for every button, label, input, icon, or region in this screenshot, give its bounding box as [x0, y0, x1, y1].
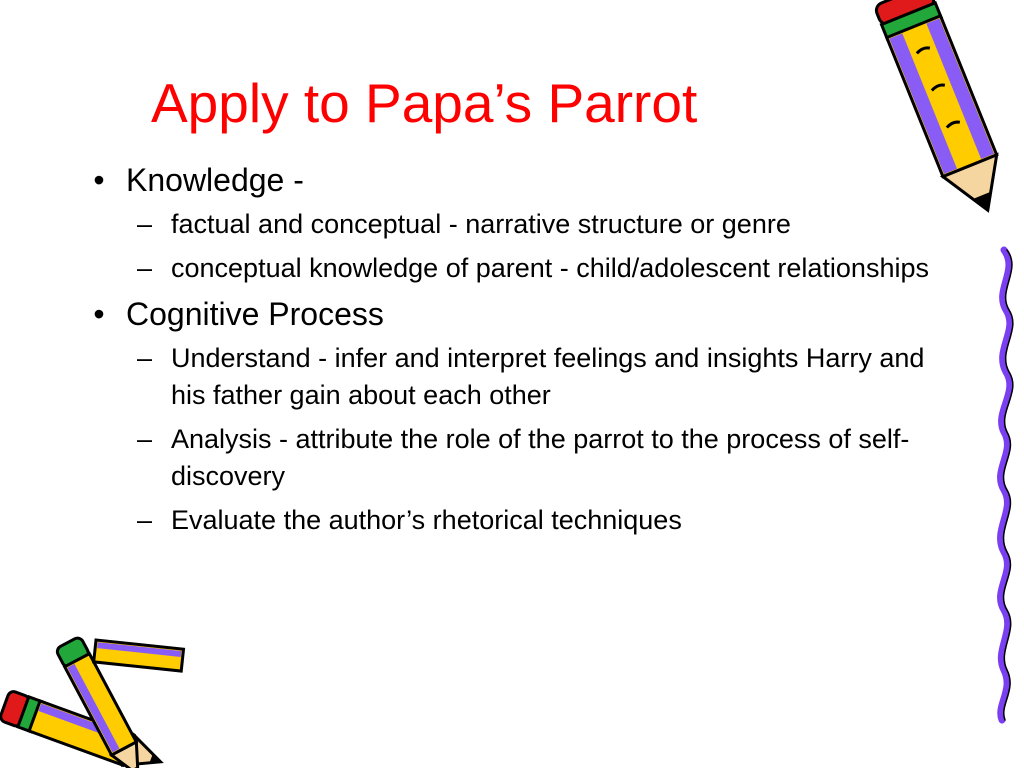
dash-marker: –: [137, 209, 153, 239]
pencils-icon: [0, 630, 200, 768]
sub-bullet-factual: [84, 206, 944, 243]
dash-marker: –: [137, 343, 153, 373]
bullet-list: [84, 160, 944, 546]
dash-marker: –: [137, 424, 153, 454]
bullet-knowledge: [84, 160, 944, 200]
sub-bullet-evaluate: [84, 502, 944, 539]
sub-bullet-understand: [84, 340, 944, 414]
dash-marker: –: [137, 505, 153, 535]
bullet-marker: •: [93, 296, 105, 332]
dash-marker: –: [137, 253, 153, 283]
bullet-text: Cognitive Process: [126, 296, 384, 332]
bullet-cognitive-process: [84, 294, 944, 334]
sub-bullet-text: Analysis - attribute the role of the parrot to the process of self-discovery: [171, 424, 910, 491]
sub-bullet-text: Understand - infer and interpret feelings and insights Harry and his father gain about each other: [171, 343, 925, 410]
sub-bullet-text: factual and conceptual - narrative structure or genre: [171, 209, 791, 239]
sub-bullet-analysis: [84, 421, 944, 495]
sub-bullet-conceptual: [84, 250, 944, 287]
sub-bullet-text: conceptual knowledge of parent - child/adolescent relationships: [171, 253, 929, 283]
slide-title: Apply to Papa’s Parrot: [151, 72, 698, 134]
bullet-marker: •: [93, 162, 105, 198]
bullet-text: Knowledge -: [126, 162, 304, 198]
sub-bullet-text: Evaluate the author’s rhetorical techniques: [171, 505, 682, 535]
